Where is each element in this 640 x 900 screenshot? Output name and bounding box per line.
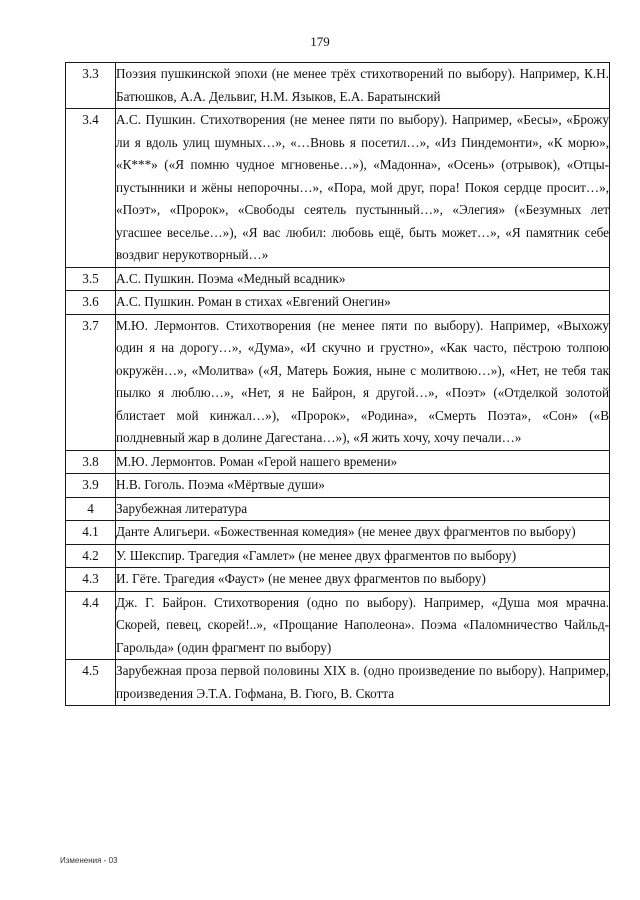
table-row — [66, 291, 610, 315]
table-row — [66, 109, 610, 268]
section-text: А.С. Пушкин. Поэма «Медный всадник» — [116, 267, 610, 291]
page-number: 179 — [310, 34, 330, 49]
table-row — [66, 497, 610, 521]
section-text: М.Ю. Лермонтов. Роман «Герой нашего времени» — [116, 450, 610, 474]
table-row — [66, 474, 610, 498]
table-row — [66, 450, 610, 474]
table-row — [66, 544, 610, 568]
section-number: 3.8 — [66, 450, 116, 474]
section-number: 4.2 — [66, 544, 116, 568]
section-number: 3.5 — [66, 267, 116, 291]
table-row — [66, 660, 610, 706]
curriculum-table — [65, 62, 610, 706]
table-row — [66, 314, 610, 450]
section-text: Зарубежная проза первой половины XIX в. (одно произведение по выбору). Например, произведения Э.Т.А. Гофмана, В. Гюго, В. Скотта — [116, 660, 610, 706]
section-text: У. Шекспир. Трагедия «Гамлет» (не менее двух фрагментов по выбору) — [116, 544, 610, 568]
section-number: 3.9 — [66, 474, 116, 498]
footer-revision: Изменения - 03 — [60, 856, 118, 865]
section-text: А.С. Пушкин. Стихотворения (не менее пяти по выбору). Например, «Бесы», «Брожу ли я вдоль улиц шумных…», «…Вновь я посетил…», «Из Пиндемонти», «К морю», «К***» («Я помню чудное мгновенье…»), «Мадонна», «Осень» (отрывок), «Отцы-пустынники и жёны непорочны…», «Пора, мой друг, пора! Покоя сердце просит…», «Поэт», «Пророк», «Свободы сеятель пустынный…», «Элегия» («Безумных лет угасшее веселье…»), «Я вас любил: любовь ещё, быть может…», «Я памятник себе воздвиг нерукотворный…» — [116, 109, 610, 268]
section-number: 4.5 — [66, 660, 116, 706]
section-text: Н.В. Гоголь. Поэма «Мёртвые души» — [116, 474, 610, 498]
table-row — [66, 267, 610, 291]
table-row — [66, 591, 610, 660]
section-number: 3.3 — [66, 63, 116, 109]
table-row — [66, 521, 610, 545]
section-number: 4.1 — [66, 521, 116, 545]
section-number: 4 — [66, 497, 116, 521]
section-number: 3.6 — [66, 291, 116, 315]
section-text: Дж. Г. Байрон. Стихотворения (одно по выбору). Например, «Душа моя мрачна. Скорей, певец, скорей!..», «Прощание Наполеона». Поэма «Паломничество Чайльд-Гарольда» (один фрагмент по выбору) — [116, 591, 610, 660]
section-text: Поэзия пушкинской эпохи (не менее трёх стихотворений по выбору). Например, К.Н. Батюшков, А.А. Дельвиг, Н.М. Языков, Е.А. Баратынский — [116, 63, 610, 109]
section-number: 4.4 — [66, 591, 116, 660]
section-text: А.С. Пушкин. Роман в стихах «Евгений Онегин» — [116, 291, 610, 315]
table-row — [66, 568, 610, 592]
section-number: 3.4 — [66, 109, 116, 268]
section-text: Данте Алигьери. «Божественная комедия» (не менее двух фрагментов по выбору) — [116, 521, 610, 545]
section-number: 4.3 — [66, 568, 116, 592]
section-text: И. Гёте. Трагедия «Фауст» (не менее двух фрагментов по выбору) — [116, 568, 610, 592]
table-row — [66, 63, 610, 109]
section-number: 3.7 — [66, 314, 116, 450]
section-heading: Зарубежная литература — [116, 497, 610, 521]
section-text: М.Ю. Лермонтов. Стихотворения (не менее пяти по выбору). Например, «Выхожу один я на дорогу…», «Дума», «И скучно и грустно», «Как часто, пёстрою толпою окружён…», «Молитва» («Я, Матерь Божия, ныне с молитвою…»), «Нет, не тебя так пылко я люблю…», «Нет, я не Байрон, я другой…», «Поэт» («Отделкой золотой блистает мой кинжал…»), «Пророк», «Родина», «Смерть Поэта», «Сон» («В полдневный жар в долине Дагестана…»), «Я жить хочу, хочу печали…» — [116, 314, 610, 450]
